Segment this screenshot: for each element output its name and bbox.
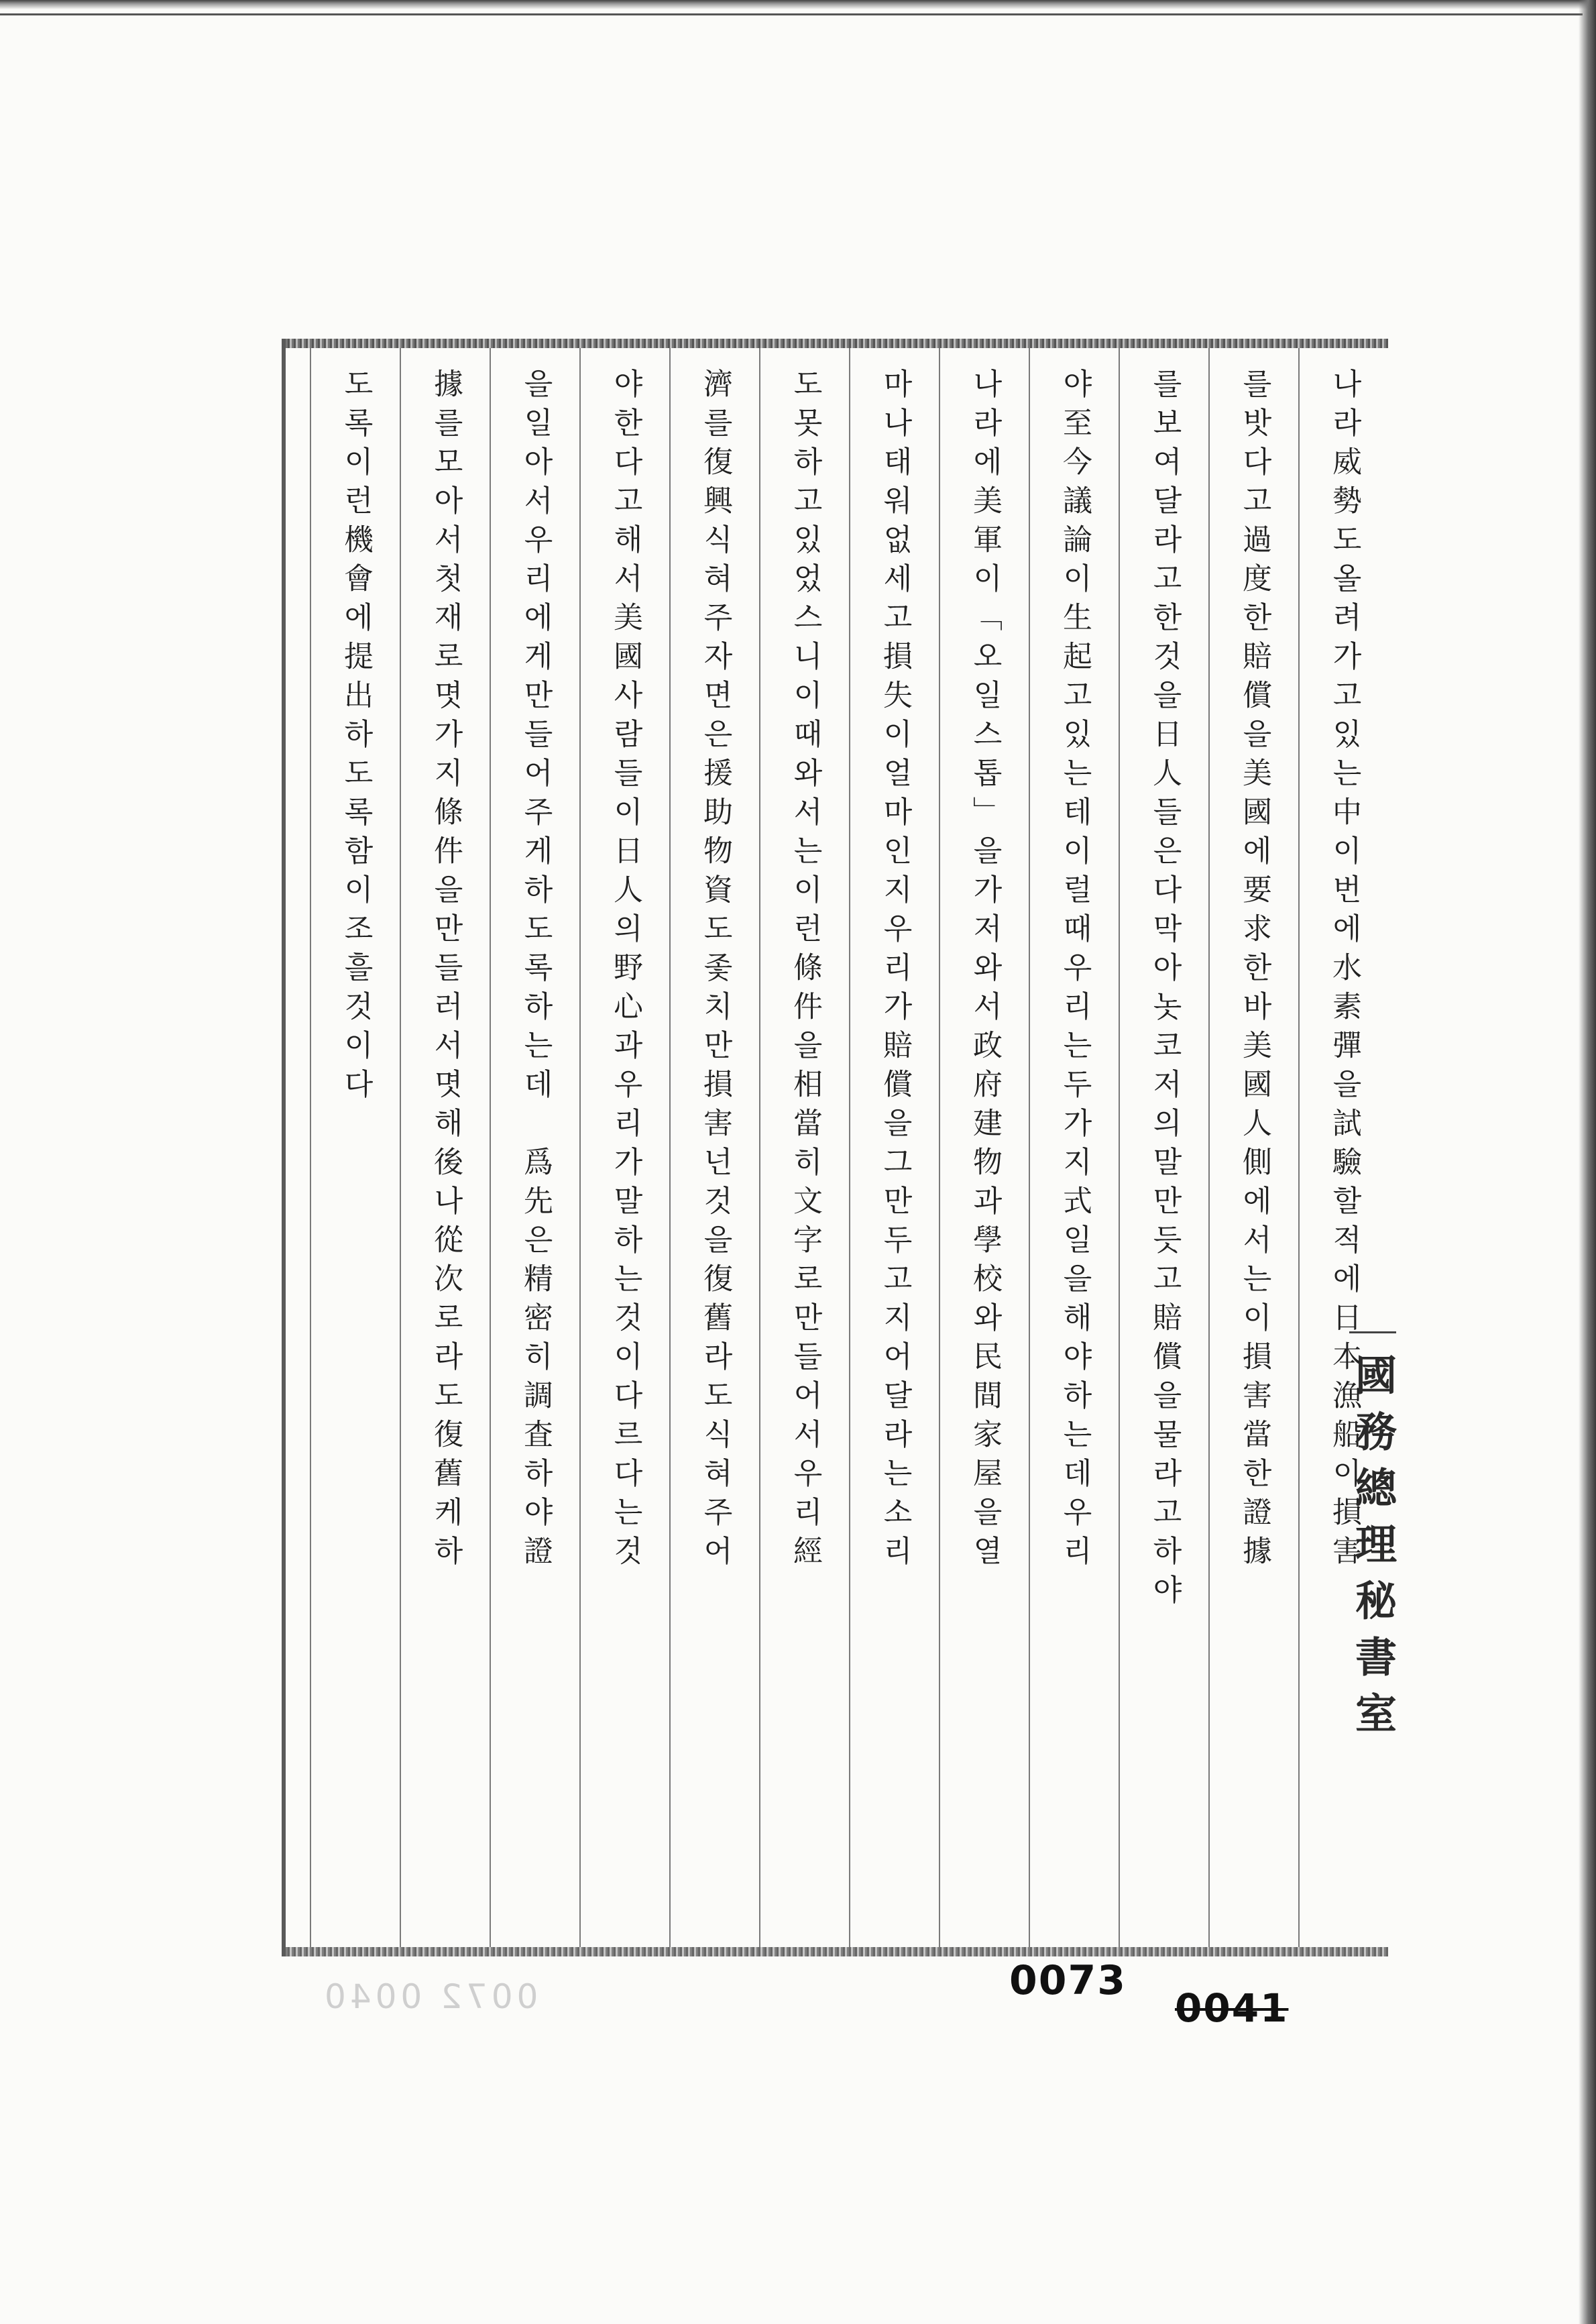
- scan-top-edge: [0, 0, 1596, 9]
- column-text: 를밧다고過度한賠償을美國에要求한바美國人側에서는이損害當한證據: [1237, 368, 1271, 1574]
- side-title-box: [1349, 1331, 1396, 1908]
- column-text: 야한다고해서美國사람들이日人의野心과우리가말하는것이다르다는것: [608, 368, 642, 1574]
- manuscript-sheet: [282, 339, 1388, 1955]
- text-column: [939, 348, 1029, 1947]
- text-column: [310, 348, 400, 1947]
- column-text: 를보여달라고한것을日人들은다막아놋코저의말만듯고賠償을물라고하야: [1147, 368, 1182, 1613]
- text-column: [490, 348, 579, 1947]
- column-text: 야至今議論이生起고있는테이럴때우리는두가지式일을해야하는데우리: [1058, 368, 1092, 1574]
- page-number-secondary: 0041: [1175, 1985, 1289, 2031]
- column-text: 나라에美軍이「오일스톱」을가저와서政府建物과學校와民間家屋을열: [968, 368, 1002, 1574]
- page-number-primary: 0073: [1009, 1957, 1127, 2004]
- column-text: 도못하고있었스니이때와서는이런條件을相當히文字로만들어서우리經: [788, 368, 822, 1574]
- text-column: [849, 348, 939, 1947]
- text-column: [579, 348, 669, 1947]
- column-text: 을일아서우리에게만들어주게하도록하는데 爲先은精密히調査하야證: [518, 368, 553, 1574]
- sheet-top-border: [282, 339, 1388, 348]
- column-text: 마나태워없세고損失이얼마인지우리가賠償을그만두고지어달라는소리: [878, 368, 912, 1574]
- text-column: [1029, 348, 1119, 1947]
- sheet-bottom-border: [282, 1947, 1388, 1956]
- scan-top-line: [0, 13, 1583, 15]
- scan-right-edge: [1579, 0, 1596, 2324]
- text-column: [1119, 348, 1208, 1947]
- column-text: 濟를復興식혀주자면은援助物資도좇치만損害넌것을復舊라도식혀주어: [698, 368, 732, 1574]
- text-column: [669, 348, 759, 1947]
- text-columns: [288, 348, 1388, 1947]
- text-column: [759, 348, 849, 1947]
- column-text: 據를모아서첫재로몃가지條件을만들러서몃해後나從次로라도復舊케하: [429, 368, 463, 1574]
- faint-reversed-numbers: 0072 0040: [321, 1977, 538, 2016]
- sheet-left-border: [282, 339, 286, 1956]
- text-column: [1208, 348, 1298, 1947]
- column-text: 도록이런機會에提出하도록함이조흘것이다: [339, 368, 373, 1107]
- side-title: 國務總理秘書室: [1348, 1353, 1398, 1748]
- column-text: 나라威勢도올려가고있는中이번에水素彈을試驗할적에日本漁船이損害: [1327, 368, 1361, 1574]
- text-column: [400, 348, 490, 1947]
